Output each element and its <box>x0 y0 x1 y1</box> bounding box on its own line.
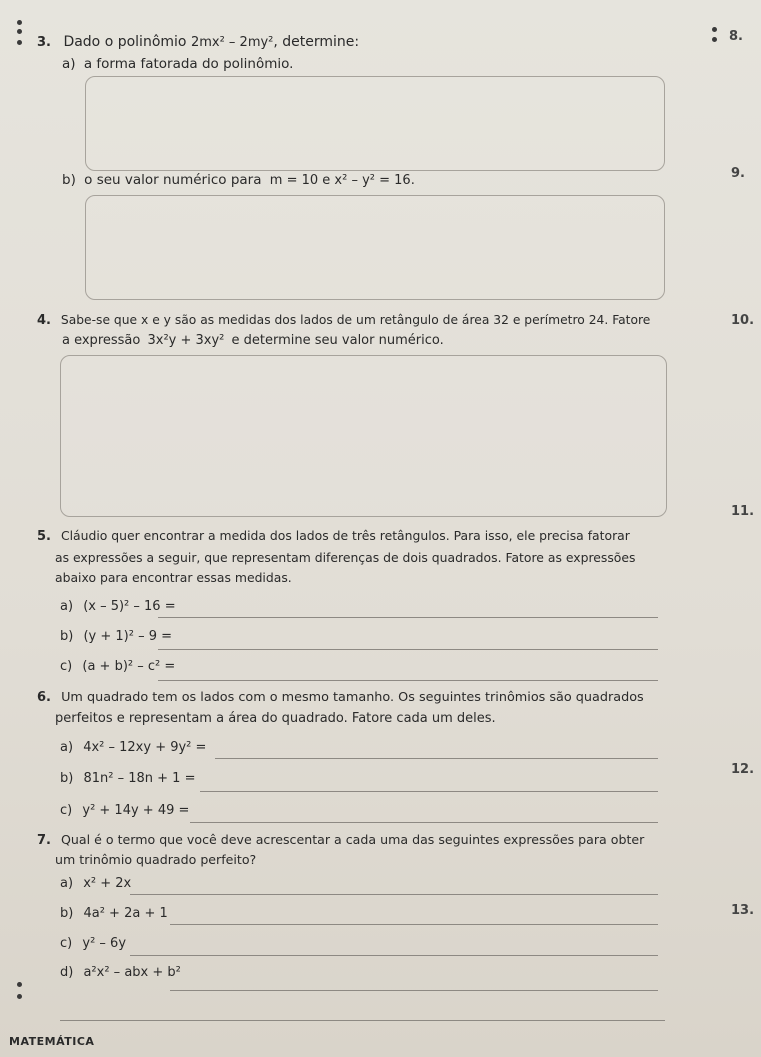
item-text: o seu valor numérico para <box>84 172 262 188</box>
answer-line-6a[interactable] <box>215 758 658 759</box>
question-text: e determine seu valor numérico. <box>231 333 444 348</box>
side-question-number: 8. <box>729 29 743 44</box>
side-question-number: 11. <box>731 504 755 519</box>
question-text: Um quadrado tem os lados com o mesmo tamanho. Os seguintes trinômios são quadrados <box>61 690 644 705</box>
item-label: a) <box>60 876 74 891</box>
polynomial-expression: 2mx² – 2my² <box>190 35 274 50</box>
item-5b <box>60 629 172 644</box>
question-text: a expressão <box>62 333 141 348</box>
answer-box-3a[interactable] <box>85 76 665 171</box>
binding-hole <box>712 37 717 42</box>
item-6c <box>60 803 189 818</box>
binding-hole <box>17 29 22 34</box>
item-7d <box>60 965 181 980</box>
item-label: c) <box>60 936 73 951</box>
item-label: b) <box>60 906 74 921</box>
item-7a <box>60 876 131 891</box>
binding-hole <box>17 994 22 999</box>
item-label: c) <box>60 659 73 674</box>
item-6b <box>60 771 195 786</box>
answer-line-6b[interactable] <box>200 791 658 792</box>
side-question-number: 9. <box>731 166 745 181</box>
item-label: b) <box>60 629 74 644</box>
question-text: , determine: <box>273 34 360 50</box>
binding-hole <box>712 27 717 32</box>
side-question-number: 10. <box>731 313 755 328</box>
item-expression: (a + b)² – c² = <box>82 659 176 674</box>
question-5-line2: as expressões a seguir, que representam diferenças de dois quadrados. Fatore as expressões <box>55 550 636 565</box>
item-expression: (x – 5)² – 16 = <box>83 599 176 614</box>
answer-line-7d[interactable] <box>170 990 658 991</box>
question-5-line3: abaixo para encontrar essas medidas. <box>55 570 292 585</box>
item-6a <box>60 740 206 755</box>
binding-hole <box>17 982 22 987</box>
question-number: 4. <box>37 313 51 328</box>
question-7-line2: um trinômio quadrado perfeito? <box>55 852 257 867</box>
question-text: Dado o polinômio <box>63 34 187 50</box>
question-number: 3. <box>37 35 51 50</box>
answer-box-4[interactable] <box>60 355 667 517</box>
item-expression: 4x² – 12xy + 9y² = <box>83 740 207 755</box>
item-label: a) <box>62 56 76 72</box>
item-condition: m = 10 e x² – y² = 16. <box>269 173 415 188</box>
question-number: 7. <box>37 833 51 848</box>
item-label: b) <box>60 771 74 786</box>
footer-subject: MATEMÁTICA <box>9 1035 95 1048</box>
binding-hole <box>17 40 22 45</box>
item-expression: x² + 2x <box>83 876 132 891</box>
answer-line-7b[interactable] <box>170 924 658 925</box>
item-7b <box>60 906 168 921</box>
question-number: 5. <box>37 529 51 544</box>
question-4-line2 <box>62 333 444 348</box>
question-number: 6. <box>37 690 51 705</box>
binding-hole <box>17 20 22 25</box>
side-question-number: 12. <box>731 762 755 777</box>
answer-line-5b[interactable] <box>158 649 658 650</box>
question-text: Qual é o termo que você deve acrescentar a cada uma das seguintes expressões para obter <box>61 832 645 847</box>
item-expression: 81n² – 18n + 1 = <box>83 771 196 786</box>
item-5a <box>60 599 176 614</box>
polynomial-expression: 3x²y + 3xy² <box>147 333 225 348</box>
answer-line-5c[interactable] <box>158 680 658 681</box>
item-expression: y² + 14y + 49 = <box>82 803 190 818</box>
item-text: a forma fatorada do polinômio. <box>83 56 294 72</box>
question-4 <box>37 313 650 328</box>
answer-line-6c[interactable] <box>190 822 658 823</box>
question-5 <box>37 528 630 544</box>
item-3b <box>62 172 415 188</box>
item-expression: 4a² + 2a + 1 <box>83 906 168 921</box>
question-text: Cláudio quer encontrar a medida dos lados de três retângulos. Para isso, ele precisa fatorar <box>60 528 630 543</box>
question-3 <box>37 34 359 50</box>
question-6 <box>37 690 644 705</box>
item-expression: y² – 6y <box>82 936 127 951</box>
side-question-number: 13. <box>731 903 755 918</box>
question-text: Sabe-se que x e y são as medidas dos lados de um retângulo de área 32 e perímetro 24. Fatore <box>60 313 651 327</box>
question-7 <box>37 832 644 848</box>
item-label: c) <box>60 803 73 818</box>
item-3a <box>62 56 293 72</box>
item-label: a) <box>60 599 74 614</box>
answer-line-5a[interactable] <box>158 617 658 618</box>
answer-box-3b[interactable] <box>85 195 665 300</box>
answer-line-7c[interactable] <box>130 955 658 956</box>
item-label: a) <box>60 740 74 755</box>
item-5c <box>60 659 175 674</box>
question-6-line2: perfeitos e representam a área do quadrado. Fatore cada um deles. <box>55 711 496 726</box>
answer-line-7d-extra[interactable] <box>60 1020 665 1021</box>
item-7c <box>60 936 126 951</box>
answer-line-7a[interactable] <box>130 894 658 895</box>
item-label: b) <box>62 172 76 188</box>
item-label: d) <box>60 965 74 980</box>
item-expression: (y + 1)² – 9 = <box>83 629 173 644</box>
item-expression: a²x² – abx + b² <box>83 965 181 980</box>
